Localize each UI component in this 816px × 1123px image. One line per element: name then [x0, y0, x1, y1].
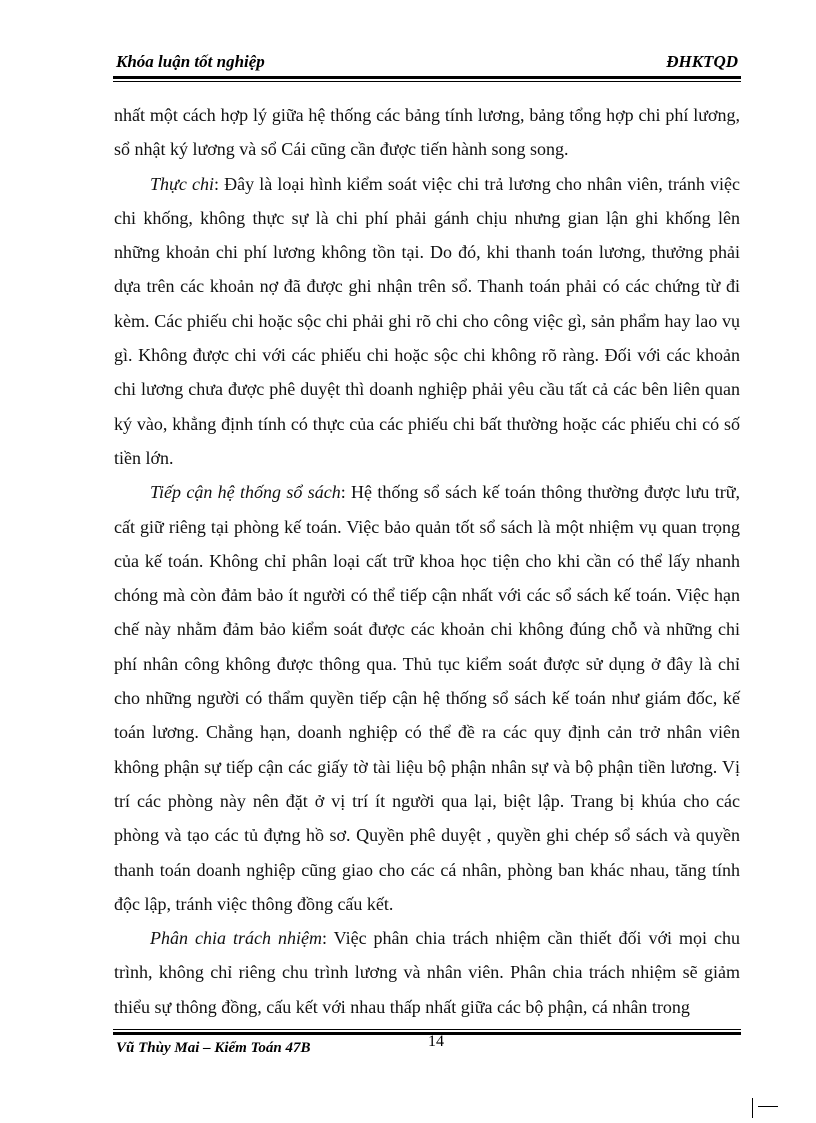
footer-rule-thick	[113, 1032, 741, 1035]
paragraph-tiep-can	[114, 475, 740, 921]
crop-mark	[758, 1106, 778, 1107]
footer-rule-thin	[113, 1029, 741, 1030]
page-number: 14	[428, 1033, 444, 1050]
paragraph-thuc-chi	[114, 167, 740, 476]
header-title: Khóa luận tốt nghiệp	[116, 52, 265, 71]
footer-author: Vũ Thùy Mai – Kiểm Toán 47B	[116, 1040, 311, 1056]
header-rule-thick	[113, 76, 741, 79]
paragraph-lead: Thực chi	[150, 173, 214, 194]
paragraph-continuation	[114, 98, 740, 167]
crop-mark	[752, 1098, 753, 1118]
paragraph-lead: Phân chia trách nhiệm	[150, 928, 322, 949]
body-text	[114, 98, 740, 1024]
header-institution: ĐHKTQD	[666, 52, 738, 71]
paragraph-text: nhất một cách hợp lý giữa hệ thống các bảng tính lương, bảng tổng hợp chi phí lương, sổ nhật ký lương và sổ Cái cũng cần được tiến hành song song.	[114, 105, 740, 160]
page-header	[114, 52, 740, 74]
paragraph-text: : Hệ thống sổ sách kế toán thông thường được lưu trữ, cất giữ riêng tại phòng kế toán. Việc bảo quản tốt sổ sách là một nhiệm vụ quan trọng của kế toán. Không chỉ phân loại cất trữ khoa học tiện cho khi cần có thể lấy nhanh chóng mà còn đảm bảo ít người có thể tiếp cận nhất với các sổ sách kế toán. Việc hạn chế này nhằm đảm bảo kiểm soát được các khoản chi không đúng chỗ và những chi phí nhân công không được thông qua. Thủ tục kiểm soát được sử dụng ở đây là chỉ cho những người có thẩm quyền tiếp cận hệ thống sổ sách kế toán như giám đốc, kế toán lương. Chẳng hạn, doanh nghiệp có thể đề ra các quy định cản trở nhân viên không phận sự tiếp cận các giấy tờ tài liệu bộ phận nhân sự và bộ phận tiền lương. Vị trí các phòng này nên đặt ở vị trí ít người qua lại, biệt lập. Trang bị khúa cho các phòng và tạo các tủ đựng hồ sơ. Quyền phê duyệt , quyền ghi chép sổ sách và quyền thanh toán doanh nghiệp cũng giao cho các cá nhân, phòng ban khác nhau, tăng tính độc lập, tránh việc thông đồng cấu kết.	[114, 482, 740, 914]
paragraph-text: : Việc phân chia trách nhiệm cần thiết đối với mọi chu trình, không chỉ riêng chu trình lương và nhân viên. Phân chia trách nhiệm sẽ giảm thiểu sự thông đồng, cấu kết với nhau thấp nhất giữa các bộ phận, cá nhân trong	[114, 928, 740, 1017]
paragraph-lead: Tiếp cận hệ thống sổ sách	[150, 482, 341, 503]
header-rule-thin	[113, 81, 741, 82]
paragraph-text: : Đây là loại hình kiểm soát việc chi trả lương cho nhân viên, tránh việc chi khống, không thực sự là chi phí phải gánh chịu nhưng gian lận ghi khống lên những khoản chi phí lương không tồn tại. Do đó, khi thanh toán lương, thưởng phải dựa trên các khoản nợ đã được ghi nhận trên sổ. Thanh toán phải có các chứng từ đi kèm. Các phiếu chi hoặc sộc chi phải ghi rõ chi cho công việc gì, sản phẩm hay lao vụ gì. Không được chi với các phiếu chi hoặc sộc chi không rõ ràng. Đối với các khoản chi lương chưa được phê duyệt thì doanh nghiệp phải yêu cầu tất cả các bên liên quan ký vào, khẳng định tính có thực của các phiếu chi bất thường hoặc các phiếu chi có số tiền lớn.	[114, 173, 740, 468]
paragraph-phan-chia	[114, 921, 740, 1024]
